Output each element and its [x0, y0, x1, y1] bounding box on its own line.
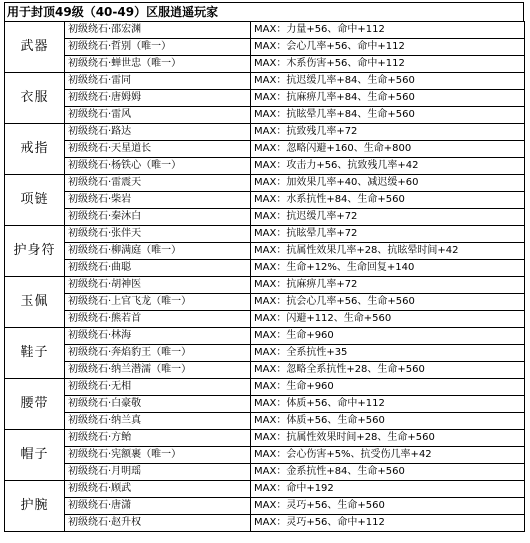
table-row	[5, 90, 525, 107]
table-title: 用于封顶49级（40-49）区服逍遥玩家	[4, 2, 524, 21]
gem-stats-cell: MAX：力量+56、命中+112	[251, 22, 525, 39]
table-row	[5, 243, 525, 260]
table-row	[5, 294, 525, 311]
gem-name-cell: 初级绕石·唐潇	[65, 498, 251, 515]
table-row	[5, 277, 525, 294]
gem-name-cell: 初级绕石·天星道长	[65, 141, 251, 158]
gem-stats-cell: MAX：抗迟缓几率+72	[251, 209, 525, 226]
gem-name-cell: 初级绕石·秦沐白	[65, 209, 251, 226]
category-cell: 护腕	[5, 481, 65, 532]
gem-stats-cell: MAX：生命+960	[251, 379, 525, 396]
gem-stats-cell: MAX：忽略闪避+160、生命+800	[251, 141, 525, 158]
gem-stats-cell: MAX：体质+56、命中+112	[251, 396, 525, 413]
gem-stats-cell: MAX：会心伤害+5%、抗受伤几率+42	[251, 447, 525, 464]
gem-name-cell: 初级绕石·宪额裹（唯一）	[65, 447, 251, 464]
gem-stats-cell: MAX：金系抗性+84、生命+560	[251, 464, 525, 481]
gem-stats-cell: MAX：抗眩晕几率+84、生命+560	[251, 107, 525, 124]
table-row	[5, 124, 525, 141]
gem-name-cell: 初级绕石·赵升权	[65, 515, 251, 532]
gem-name-cell: 初级绕石·上官飞龙（唯一）	[65, 294, 251, 311]
gem-name-cell: 初级绕石·白豪敬	[65, 396, 251, 413]
gem-stats-cell: MAX：攻击力+56、抗致残几率+42	[251, 158, 525, 175]
table-row	[5, 413, 525, 430]
table-row	[5, 56, 525, 73]
table-row	[5, 73, 525, 90]
table-row	[5, 481, 525, 498]
gem-stats-cell: MAX：灵巧+56、生命+560	[251, 498, 525, 515]
table-row	[5, 141, 525, 158]
gem-name-cell: 初级绕石·纳兰潜濡（唯一）	[65, 362, 251, 379]
gem-stats-cell: MAX：抗属性效果几率+28、抗眩晕时间+42	[251, 243, 525, 260]
gem-name-cell: 初级绕石·柴岩	[65, 192, 251, 209]
gem-name-cell: 初级绕石·纳兰真	[65, 413, 251, 430]
table-row	[5, 158, 525, 175]
gem-name-cell: 初级绕石·邵宏渊	[65, 22, 251, 39]
gem-stats-cell: MAX：加效果几率+40、减迟缓+60	[251, 175, 525, 192]
category-cell: 鞋子	[5, 328, 65, 379]
category-cell: 腰带	[5, 379, 65, 430]
gem-name-cell: 初级绕石·雷震天	[65, 175, 251, 192]
category-cell: 护身符	[5, 226, 65, 277]
table-row	[5, 362, 525, 379]
gem-stats-cell: MAX：抗眩晕几率+72	[251, 226, 525, 243]
gem-name-cell: 初级绕石·林海	[65, 328, 251, 345]
gem-stats-cell: MAX：抗麻痹几率+84、生命+560	[251, 90, 525, 107]
gem-stats-cell: MAX：木系伤害+56、命中+112	[251, 56, 525, 73]
table-row	[5, 311, 525, 328]
gem-stats-cell: MAX：抗属性效果时间+28、生命+560	[251, 430, 525, 447]
gem-stats-cell: MAX：抗会心几率+56、生命+560	[251, 294, 525, 311]
category-cell: 帽子	[5, 430, 65, 481]
gem-name-cell: 初级绕石·月明瑶	[65, 464, 251, 481]
gem-stats-cell: MAX：体质+56、生命+560	[251, 413, 525, 430]
gem-stats-cell: MAX：抗致残几率+72	[251, 124, 525, 141]
gem-name-cell: 初级绕石·杨铁心（唯一）	[65, 158, 251, 175]
gem-stats-cell: MAX：生命+960	[251, 328, 525, 345]
category-cell: 戒指	[5, 124, 65, 175]
table-row	[5, 464, 525, 481]
gem-name-cell: 初级绕石·路达	[65, 124, 251, 141]
table-row	[5, 226, 525, 243]
gem-name-cell: 初级绕石·张伴天	[65, 226, 251, 243]
table-row	[5, 39, 525, 56]
table-row	[5, 498, 525, 515]
category-cell: 衣服	[5, 73, 65, 124]
gem-stats-cell: MAX：全系抗性+35	[251, 345, 525, 362]
gem-name-cell: 初级绕石·唐姆姆	[65, 90, 251, 107]
gem-stats-cell: MAX：忽略全系抗性+28、生命+560	[251, 362, 525, 379]
gem-table-body	[5, 22, 525, 532]
table-row	[5, 345, 525, 362]
gem-stats-cell: MAX：命中+192	[251, 481, 525, 498]
table-row	[5, 515, 525, 532]
document	[4, 2, 524, 532]
gem-name-cell: 初级绕石·方鲐	[65, 430, 251, 447]
gem-stats-cell: MAX：抗麻痹几率+72	[251, 277, 525, 294]
category-cell: 武器	[5, 22, 65, 73]
table-row	[5, 192, 525, 209]
category-cell: 项链	[5, 175, 65, 226]
table-row	[5, 430, 525, 447]
gem-table	[4, 21, 525, 532]
table-row	[5, 175, 525, 192]
gem-name-cell: 初级绕石·曲聪	[65, 260, 251, 277]
category-cell: 玉佩	[5, 277, 65, 328]
gem-name-cell: 初级绕石·胡神医	[65, 277, 251, 294]
table-row	[5, 379, 525, 396]
table-row	[5, 396, 525, 413]
gem-name-cell: 初级绕石·柳满庭（唯一）	[65, 243, 251, 260]
table-row	[5, 209, 525, 226]
gem-name-cell: 初级绕石·雷同	[65, 73, 251, 90]
gem-stats-cell: MAX：闪避+112、生命+560	[251, 311, 525, 328]
gem-name-cell: 初级绕石·熊若首	[65, 311, 251, 328]
gem-name-cell: 初级绕石·雷风	[65, 107, 251, 124]
gem-name-cell: 初级绕石·奔焰豹王（唯一）	[65, 345, 251, 362]
gem-stats-cell: MAX：灵巧+56、命中+112	[251, 515, 525, 532]
gem-stats-cell: MAX：水系抗性+84、生命+560	[251, 192, 525, 209]
gem-stats-cell: MAX：生命+12%、生命回复+140	[251, 260, 525, 277]
table-row	[5, 260, 525, 277]
table-row	[5, 447, 525, 464]
gem-name-cell: 初级绕石·蝉世忠（唯一）	[65, 56, 251, 73]
gem-name-cell: 初级绕石·哲别（唯一）	[65, 39, 251, 56]
gem-name-cell: 初级绕石·无相	[65, 379, 251, 396]
table-row	[5, 22, 525, 39]
gem-stats-cell: MAX：会心几率+56、命中+112	[251, 39, 525, 56]
gem-stats-cell: MAX：抗迟缓几率+84、生命+560	[251, 73, 525, 90]
gem-name-cell: 初级绕石·顾武	[65, 481, 251, 498]
table-row	[5, 328, 525, 345]
table-row	[5, 107, 525, 124]
